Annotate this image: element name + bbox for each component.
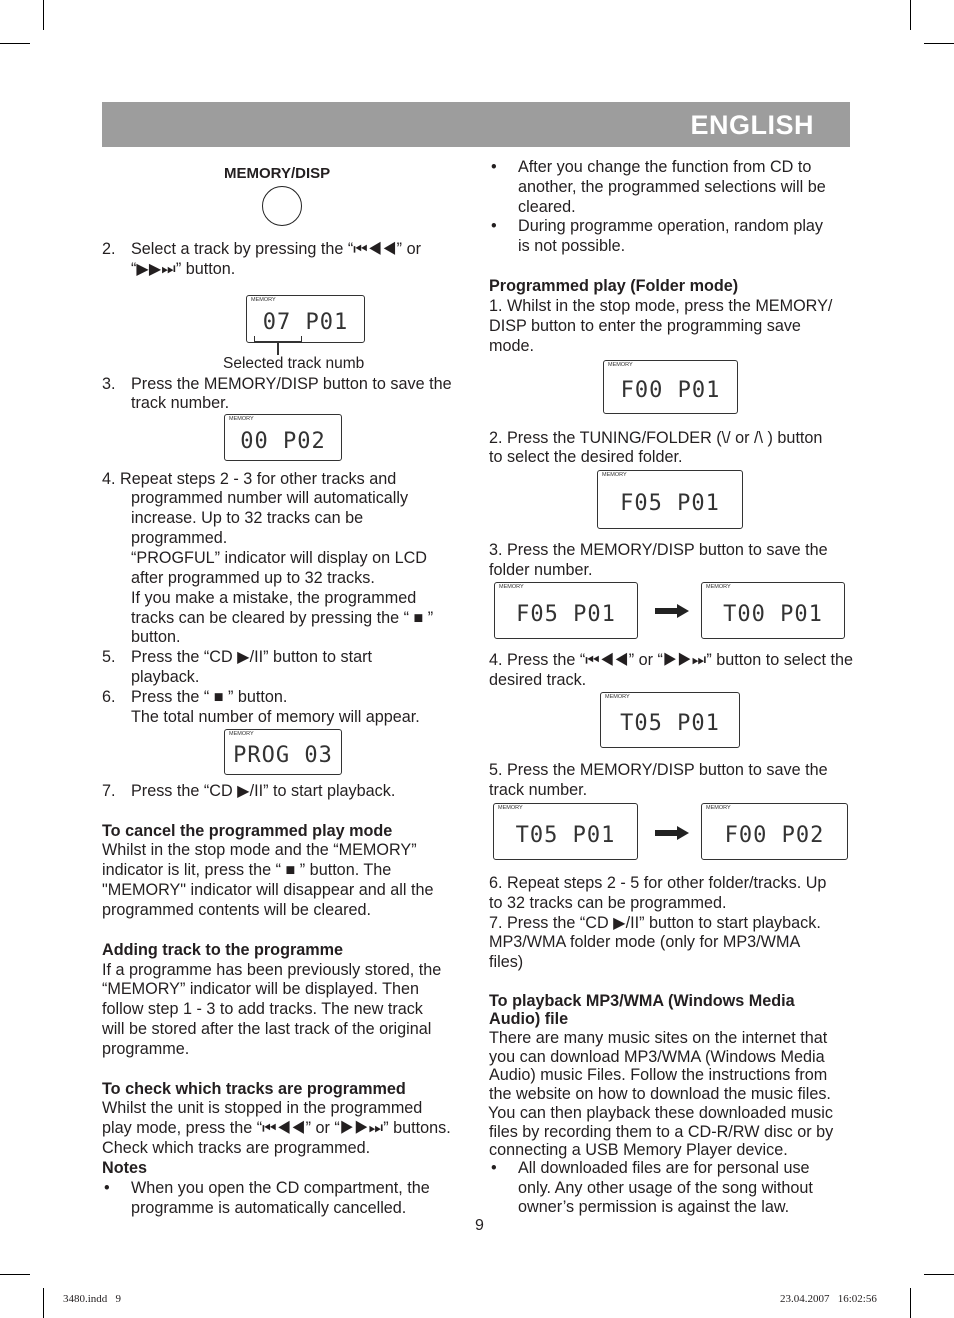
text-line: 4. Repeat steps 2 - 3 for other tracks and: [102, 470, 397, 488]
text-line: connecting a USB Memory Player device.: [489, 1141, 788, 1159]
lcd-display: [494, 582, 638, 639]
text-line: Press the “CD ▶/II” to start playback.: [131, 782, 396, 800]
text-line: There are many music sites on the internet that: [489, 1029, 828, 1047]
text-line: 7.: [102, 782, 116, 800]
lcd-caption: Selected track numb: [223, 355, 365, 372]
text-line: 6.: [102, 688, 116, 706]
text-line: tracks can be cleared by pressing the “ ■ ”: [131, 609, 434, 627]
lcd-display: [224, 414, 342, 461]
caption-leader-line: [277, 341, 279, 355]
text-line: Whilst the unit is stopped in the programmed: [102, 1099, 423, 1117]
lcd-readout: T05 P01: [515, 823, 616, 848]
text-line: When you open the CD compartment, the: [131, 1179, 430, 1197]
lcd-readout: 00 P02: [240, 429, 326, 454]
text-line: The total number of memory will appear.: [131, 708, 420, 726]
memory-indicator: MEMORY: [498, 805, 523, 811]
text-line: only. Any other usage of the song without: [518, 1179, 813, 1197]
footer-datetime: 23.04.2007 16:02:56: [780, 1293, 877, 1305]
text-line: programme.: [102, 1040, 190, 1058]
lcd-readout: T00 P01: [723, 602, 823, 627]
text-line: Audio) music Files. Follow the instructions from: [489, 1066, 828, 1084]
text-line: follow step 1 - 3 to add tracks. The new track: [102, 1000, 423, 1018]
text-line: folder number.: [489, 561, 593, 579]
text-line: is not possible.: [518, 237, 626, 255]
section-heading: Audio) file: [489, 1010, 569, 1028]
text-line: increase. Up to 32 tracks can be: [131, 509, 364, 527]
lcd-readout: T05 P01: [620, 711, 720, 736]
lcd-readout: F05 P01: [516, 602, 616, 627]
section-heading: Notes: [102, 1159, 147, 1177]
memory-indicator: MEMORY: [608, 362, 633, 368]
text-line: •: [491, 217, 497, 235]
text-line: 3. Press the MEMORY/DISP button to save the: [489, 541, 828, 559]
text-line: playback.: [131, 668, 200, 686]
text-line: track number.: [131, 394, 230, 412]
text-line: another, the programmed selections will be: [518, 178, 826, 196]
lcd-display: [224, 729, 342, 775]
arrow-right-icon: [655, 604, 689, 618]
memory-indicator: MEMORY: [602, 472, 627, 478]
text-line: 4. Press the “⏮◀◀” or “▶▶⏭” button to select the: [489, 651, 854, 669]
text-line: programme is automatically cancelled.: [131, 1199, 407, 1217]
lcd-display: [493, 803, 638, 860]
text-line: If a programme has been previously stored, the: [102, 961, 442, 979]
text-line: 2.: [102, 240, 116, 258]
lcd-readout: PROG 03: [233, 743, 333, 768]
text-line: to 32 tracks can be programmed.: [489, 894, 727, 912]
text-line: •: [491, 1159, 497, 1177]
text-line: Press the “ ■ ” button.: [131, 688, 288, 706]
text-line: DISP button to enter the programming save: [489, 317, 801, 335]
text-line: Press the “CD ▶/II” button to start: [131, 648, 372, 666]
crop-mark: [43, 0, 44, 30]
text-line: 2. Press the TUNING/FOLDER (\/ or /\ ) button: [489, 429, 823, 447]
text-line: track number.: [489, 781, 588, 799]
page-number: 9: [475, 1217, 484, 1234]
arrow-right-icon: [655, 826, 689, 840]
crop-mark: [910, 1288, 911, 1318]
text-line: desired track.: [489, 671, 587, 689]
memory-disp-label: MEMORY/DISP: [224, 165, 331, 182]
text-line: Whilst in the stop mode and the “MEMORY”: [102, 841, 417, 859]
text-line: Select a track by pressing the “⏮◀◀” or: [131, 240, 421, 258]
text-line: 5. Press the MEMORY/DISP button to save the: [489, 761, 828, 779]
lcd-display: [603, 360, 738, 414]
lcd-readout: F05 P01: [620, 491, 720, 516]
section-heading: Programmed play (Folder mode): [489, 277, 739, 295]
section-heading: To check which tracks are programmed: [102, 1080, 406, 1098]
lcd-display: [600, 692, 740, 748]
text-line: owner’s permission is against the law.: [518, 1198, 790, 1216]
section-heading: To playback MP3/WMA (Windows Media: [489, 992, 795, 1010]
text-line: Press the MEMORY/DISP button to save the: [131, 375, 452, 393]
text-line: files by recording them to a CD-R/RW disc or by: [489, 1123, 834, 1141]
text-line: the website on how to download the music files.: [489, 1085, 831, 1103]
text-line: mode.: [489, 337, 534, 355]
text-line: “PROGFUL” indicator will display on LCD: [131, 549, 427, 567]
text-line: 3.: [102, 375, 116, 393]
text-line: •: [491, 158, 497, 176]
text-line: You can then playback these downloaded music: [488, 1104, 833, 1122]
text-line: 1. Whilst in the stop mode, press the MEMORY/: [489, 297, 833, 315]
text-line: •: [104, 1179, 110, 1197]
text-line: 7. Press the “CD ▶/II” button to start playback.: [489, 914, 821, 932]
text-line: During programme operation, random play: [518, 217, 824, 235]
memory-disp-button-icon: [262, 186, 302, 226]
text-line: you can download MP3/WMA (Windows Media: [489, 1048, 825, 1066]
text-line: button.: [131, 628, 181, 646]
section-header: [102, 102, 850, 147]
text-line: after programmed up to 32 tracks.: [131, 569, 375, 587]
section-heading: To cancel the programmed play mode: [102, 822, 393, 840]
memory-indicator: MEMORY: [229, 731, 254, 737]
text-line: All downloaded files are for personal use: [518, 1159, 810, 1177]
lcd-readout: 07 P01: [262, 310, 349, 335]
text-line: After you change the function from CD to: [518, 158, 812, 176]
text-line: cleared.: [518, 198, 576, 216]
text-line: "MEMORY" indicator will disappear and all the: [102, 881, 434, 899]
text-line: “▶▶⏭” button.: [131, 260, 236, 278]
memory-indicator: MEMORY: [229, 416, 254, 422]
text-line: “MEMORY” indicator will be displayed. Then: [102, 980, 419, 998]
text-line: If you make a mistake, the programmed: [131, 589, 417, 607]
crop-mark: [910, 0, 911, 30]
lcd-display: [701, 803, 848, 860]
text-line: play mode, press the “⏮◀◀” or “▶▶⏭” buttons.: [102, 1119, 451, 1137]
lcd-readout: F00 P02: [724, 823, 825, 848]
text-line: programmed contents will be cleared.: [102, 901, 372, 919]
lcd-readout: F00 P01: [620, 378, 721, 403]
section-heading: Adding track to the programme: [102, 941, 344, 959]
crop-mark: [43, 1288, 44, 1318]
crop-mark: [0, 1274, 30, 1275]
crop-mark: [924, 43, 954, 44]
text-line: to select the desired folder.: [489, 448, 683, 466]
text-line: MP3/WMA folder mode (only for MP3/WMA: [489, 933, 801, 951]
memory-indicator: MEMORY: [706, 584, 731, 590]
crop-mark: [0, 43, 30, 44]
text-line: Check which tracks are programmed.: [102, 1139, 371, 1157]
text-line: programmed.: [131, 529, 228, 547]
memory-indicator: MEMORY: [605, 694, 630, 700]
section-title: ENGLISH: [690, 110, 814, 140]
footer-file: 3480.indd 9: [63, 1293, 122, 1305]
text-line: will be stored after the last track of the original: [102, 1020, 432, 1038]
text-line: 5.: [102, 648, 116, 666]
text-line: programmed number will automatically: [131, 489, 409, 507]
memory-indicator: MEMORY: [706, 805, 731, 811]
memory-indicator: MEMORY: [251, 297, 276, 303]
lcd-display: [246, 295, 365, 343]
lcd-display: [597, 470, 743, 529]
text-line: indicator is lit, press the “ ■ ” button. The: [102, 861, 392, 879]
text-line: 6. Repeat steps 2 - 5 for other folder/tracks. Up: [489, 874, 827, 892]
lcd-display: [701, 582, 845, 639]
crop-mark: [924, 1274, 954, 1275]
memory-indicator: MEMORY: [499, 584, 524, 590]
text-line: files): [489, 953, 524, 971]
